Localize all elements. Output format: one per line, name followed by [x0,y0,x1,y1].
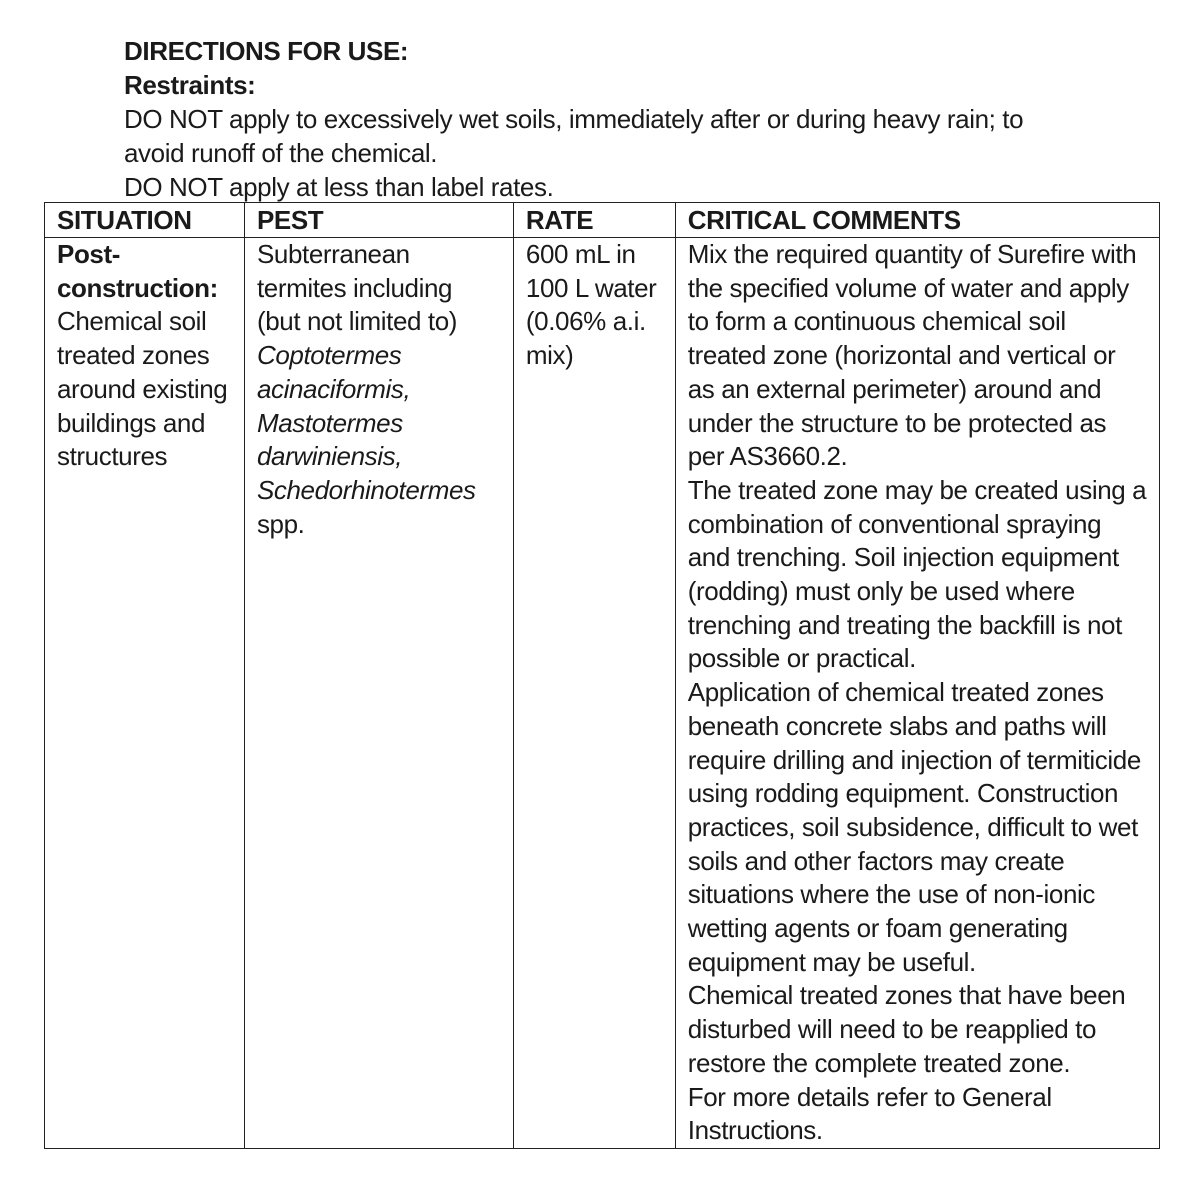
pest-species-schedorhinotermes: Schedorhinotermes [256,474,476,505]
directions-title: DIRECTIONS FOR USE: [124,36,409,66]
pest-intro: Subterranean termites including (but not limited to) [256,239,458,337]
column-header-pest: PEST [244,203,513,238]
restraint-wet-soils: DO NOT apply to excessively wet soils, immediately after or during heavy rain; to avoid runoff of the chemical. [124,104,1024,168]
pest-species-coptotermes: Coptotermes acinaciformis, [256,340,411,404]
pest-cell [244,238,513,1149]
table-header-row [45,203,1160,238]
directions-table [44,202,1160,1149]
critical-comments-cell [675,238,1159,1149]
situation-cell [45,238,245,1149]
pest-species-mastotermes: Mastotermes darwiniensis, [256,407,403,472]
pest-suffix: spp. [256,508,305,539]
comment-paragraph-general: For more details refer to General Instructions. [687,1081,1052,1146]
comment-paragraph-reapply: Chemical treated zones that have been disturbed will need to be reapplied to restore the complete treated zone. [687,980,1126,1078]
directions-header [124,34,1124,204]
column-header-critical-comments: CRITICAL COMMENTS [675,203,1159,238]
comment-paragraph-slabs: Application of chemical treated zones beneath concrete slabs and paths will require drilling and injection of termiticide using rodding equipment. Construction practices, soil subsidence, difficult to wet soils and other factors may create situations where the use of non-ionic wetting agents or foam generating equipment may be useful. [687,677,1141,977]
column-header-situation: SITUATION [45,203,245,238]
table-row [45,238,1160,1149]
situation-text: Chemical soil treated zones around existing buildings and structures [57,306,228,472]
column-header-rate: RATE [513,203,675,238]
comment-paragraph-mixing: Mix the required quantity of Surefire with the specified volume of water and apply to form a continuous chemical soil treated zone (horizontal and vertical or as an external perimeter) around and under the structure to be protected as per AS3660.2. [687,239,1137,472]
rate-cell: 600 mL in 100 L water (0.06% a.i. mix) [513,238,675,1149]
restraints-subtitle: Restraints: [124,70,256,100]
comment-paragraph-trenching: The treated zone may be created using a combination of conventional spraying and trenching. Soil injection equipment (rodding) must only be used where trenching and treating the backfill is not possible or practical. [687,474,1147,674]
situation-heading: Post-construction: [57,239,218,303]
restraint-label-rates: DO NOT apply at less than label rates. [124,172,554,202]
